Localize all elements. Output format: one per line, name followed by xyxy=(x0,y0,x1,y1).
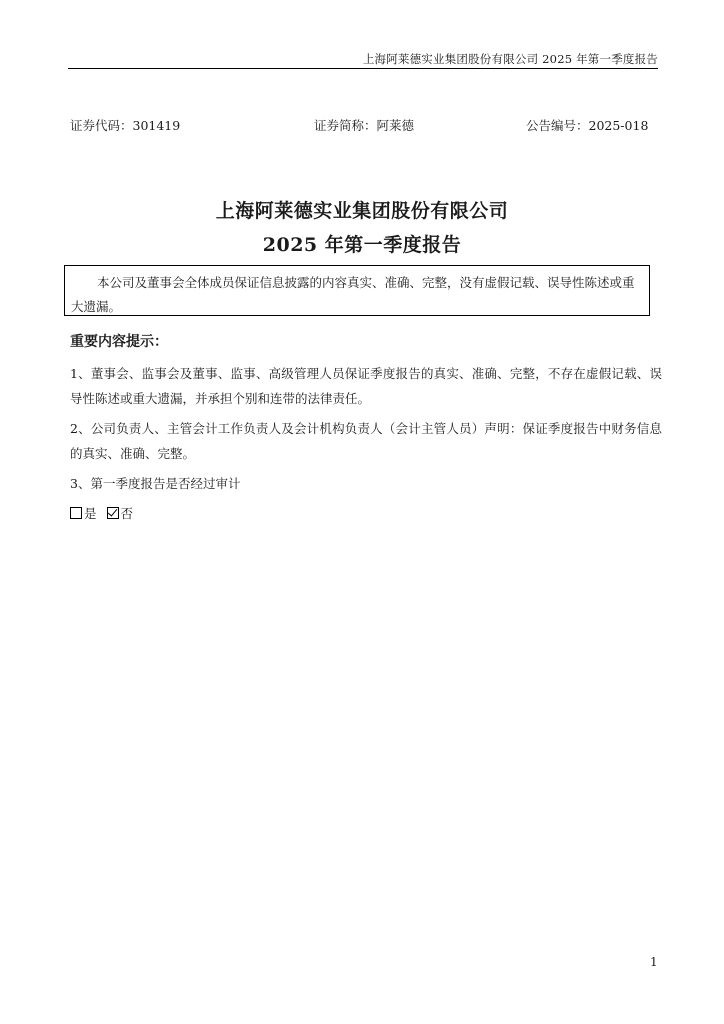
disclosure-notice-box xyxy=(64,265,650,316)
checkbox-yes-icon xyxy=(70,507,82,519)
page-number: 1 xyxy=(650,955,658,969)
statement-item-2: 2、公司负责人、主管会计工作负责人及会计机构负责人（会计主管人员）声明：保证季度报告中财务信息的真实、准确、完整。 xyxy=(70,421,662,461)
report-title: 2025 年第一季度报告 xyxy=(262,234,462,256)
statement-item-3: 3、第一季度报告是否经过审计 xyxy=(70,476,241,491)
header-divider xyxy=(68,68,658,69)
section-heading: 重要内容提示： xyxy=(70,334,168,350)
option-yes-label: 是 xyxy=(84,506,97,521)
stock-code: 证券代码：301419 xyxy=(70,118,181,133)
announcement-number: 公告编号：2025-018 xyxy=(526,118,649,133)
company-name: 上海阿莱德实业集团股份有限公司 xyxy=(215,200,509,222)
checkbox-no-checked-icon xyxy=(107,507,119,519)
audit-choice xyxy=(70,502,133,526)
stock-abbreviation: 证券简称：阿莱德 xyxy=(314,118,415,133)
disclosure-notice-text: 本公司及董事会全体成员保证信息披露的内容真实、准确、完整，没有虚假记载、误导性陈述或重大遗漏。 xyxy=(71,275,635,314)
running-header: 上海阿莱德实业集团股份有限公司 2025 年第一季度报告 xyxy=(362,52,658,66)
option-no-label: 否 xyxy=(120,506,134,521)
statement-item-1: 1、董事会、监事会及董事、监事、高级管理人员保证季度报告的真实、准确、完整，不存在虚假记载、误导性陈述或重大遗漏，并承担个别和连带的法律责任。 xyxy=(70,366,662,406)
